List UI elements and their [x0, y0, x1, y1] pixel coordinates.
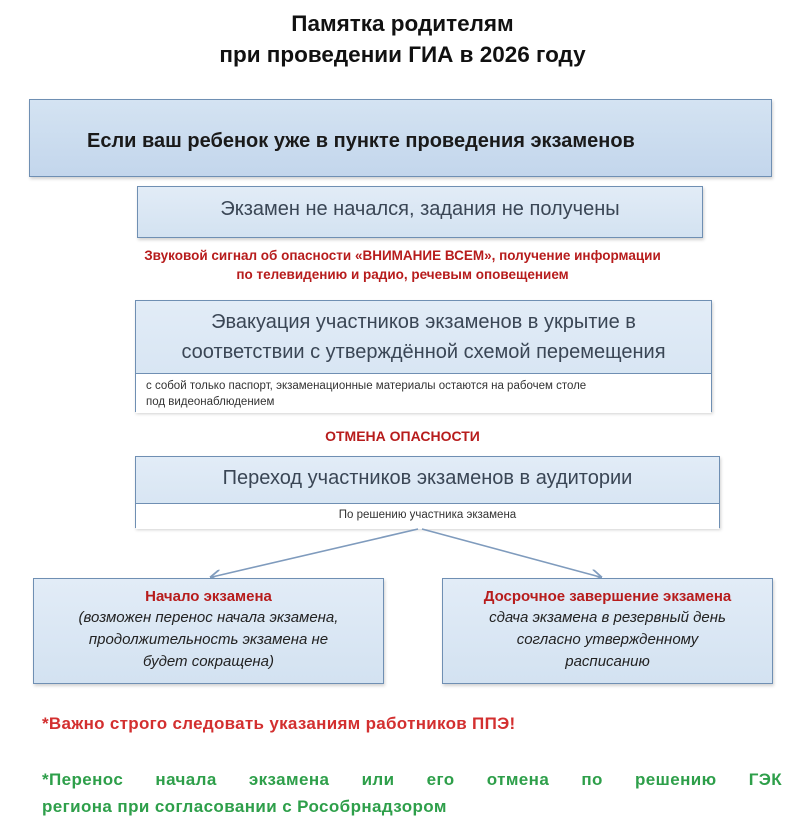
danger-signal-line-2: по телевидению и радио, речевым оповещением: [236, 267, 569, 282]
option-early-finish-title: Досрочное завершение экзамена: [483, 588, 732, 605]
warning-follow-staff: *Важно строго следовать указаниям работников ППЭ!: [42, 714, 516, 733]
option-early-finish-line-1: сдача экзамена в резервный день: [489, 609, 726, 626]
step-exam-not-started-text: Экзамен не начался, задания не получены: [220, 198, 620, 220]
cancel-danger-label: ОТМЕНА ОПАСНОСТИ: [325, 428, 480, 444]
option-exam-start-line-3: будет сокращена): [142, 653, 275, 670]
evacuation-note-line-1: с собой только паспорт, экзаменационные материалы остаются на рабочем столе: [146, 380, 587, 392]
option-exam-start-title: Начало экзамена: [145, 588, 272, 605]
option-exam-start-line-2: продолжительность экзамена не: [88, 631, 329, 648]
evacuation-line-2: соответствии с утверждённой схемой перемещения: [181, 341, 666, 363]
option-early-finish: [442, 578, 773, 684]
note-exam-postponement-line-2: региона при согласовании с Рособрнадзором: [42, 797, 447, 816]
option-exam-start-text: [34, 607, 383, 673]
evacuation-note-line-2: под видеонаблюдением: [146, 396, 275, 408]
title-line-2: при проведении ГИА в 2026 году: [219, 42, 586, 67]
title-line-1: Памятка родителям: [291, 11, 514, 36]
note-exam-postponement: [42, 766, 782, 820]
option-exam-start-line-1: (возможен перенос начала экзамена,: [78, 609, 339, 626]
note-exam-postponement-line-1: *Перенос начала экзамена или его отмена по решению ГЭК: [42, 770, 782, 789]
header-box-text: Если ваш ребенок уже в пункте проведения экзаменов: [87, 130, 635, 152]
return-note: По решению участника экзамена: [136, 503, 719, 529]
evacuation-line-1: Эвакуация участников экзаменов в укрытие в: [211, 311, 636, 333]
arrow-left: [212, 529, 418, 577]
option-early-finish-line-2: согласно утвержденному: [516, 631, 699, 648]
arrow-right: [422, 529, 600, 577]
return-text: Переход участников экзаменов в аудитории: [222, 467, 633, 489]
option-early-finish-line-3: расписанию: [565, 653, 650, 670]
danger-signal-line-1: Звуковой сигнал об опасности «ВНИМАНИЕ ВСЕМ», получение информации: [144, 248, 661, 263]
option-exam-start: [33, 578, 384, 684]
option-early-finish-text: [443, 607, 772, 673]
